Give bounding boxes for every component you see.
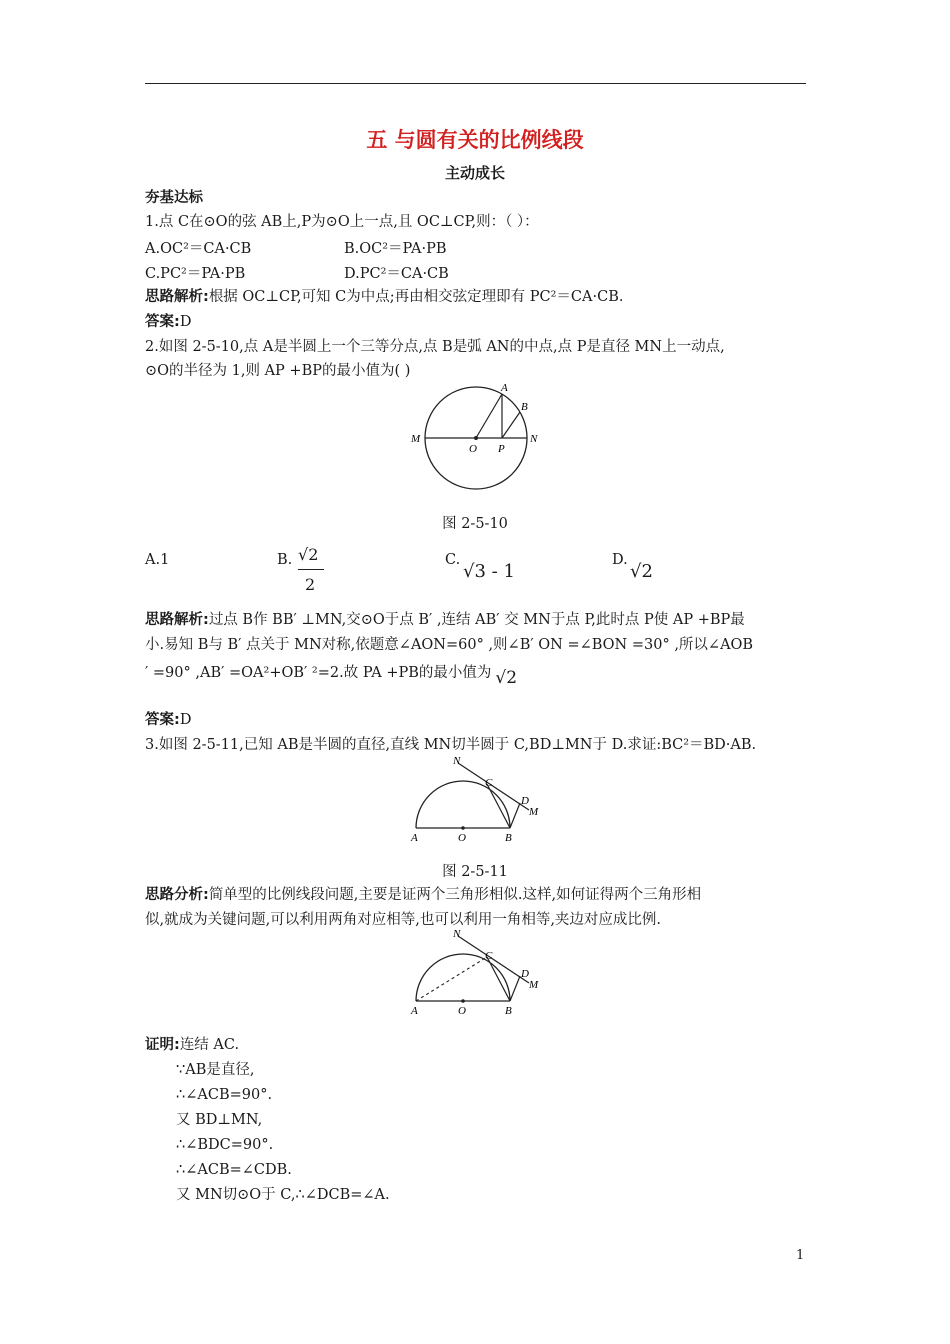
- q1-option-a: A.OC²＝CA·CB: [145, 241, 252, 257]
- q3-proof-line1: [145, 1035, 239, 1055]
- segment-bd: [510, 976, 520, 1001]
- q3-proof-step5: ∴∠BDC=90°.: [176, 1137, 274, 1153]
- label-n: N: [453, 755, 461, 767]
- q1-answer-label: 答案:: [145, 314, 180, 330]
- q1-analysis-label: 思路解析:: [145, 289, 209, 305]
- page-title: 五 与圆有关的比例线段: [366, 128, 584, 152]
- q2-option-c-expression: √3 - 1: [463, 561, 515, 582]
- label-n: N: [530, 433, 538, 445]
- q1-answer: [145, 312, 191, 332]
- q2-option-a: A.1: [145, 552, 170, 568]
- q1-option-d: D.PC²＝CA·CB: [344, 266, 449, 282]
- q3-analysis-label: 思路分析:: [145, 887, 209, 903]
- label-d: D: [521, 795, 529, 807]
- figure-2-5-11: [405, 755, 545, 847]
- label-a: A: [411, 832, 418, 844]
- q2-option-b-fraction-bar: [298, 569, 324, 570]
- label-m: M: [529, 979, 539, 991]
- q2-analysis-line2: 小.易知 B与 B′ 点关于 MN对称,依题意∠AON=60° ,则∠B′ ON =∠BON =30° ,所以∠AOB: [145, 637, 754, 653]
- label-c: C: [485, 777, 493, 789]
- q3-stem: 3.如图 2-5-11,已知 AB是半圆的直径,直线 MN切半圆于 C,BD⊥MN于 D.求证:BC²＝BD·AB.: [145, 737, 757, 753]
- q2-option-b-denominator: 2: [305, 575, 316, 594]
- q3-proof-step6: ∴∠ACB=∠CDB.: [176, 1162, 292, 1178]
- segment-bd: [510, 803, 520, 828]
- q2-stem-line1: 2.如图 2-5-10,点 A是半圆上一个三等分点,点 B是弧 AN的中点,点 P是直径 MN上一动点,: [145, 339, 725, 355]
- q2-option-d-prefix: D.: [612, 552, 628, 568]
- page-subtitle: 主动成长: [444, 164, 505, 182]
- q3-analysis-line2: 似,就成为关键问题,可以利用两角对应相等,也可以利用一角相等,夹边对应成比例.: [145, 912, 662, 928]
- q1-analysis: [145, 287, 623, 307]
- q3-proof-step3: ∴∠ACB=90°.: [176, 1087, 273, 1103]
- q2-analysis-sqrt2: √2: [495, 668, 518, 688]
- label-m: M: [411, 433, 421, 445]
- q3-proof-step4: 又 BD⊥MN,: [176, 1112, 263, 1128]
- label-d: D: [521, 968, 529, 980]
- q1-option-c: C.PC²＝PA·PB: [145, 266, 246, 282]
- q1-analysis-text: 根据 OC⊥CP,可知 C为中点;再由相交弦定理即有 PC²＝CA·CB.: [208, 289, 624, 305]
- label-o: O: [469, 443, 477, 455]
- label-p: P: [498, 443, 505, 455]
- q1-stem: 1.点 C在⊙O的弦 AB上,P为⊙O上一点,且 OC⊥CP,则：（ ）：: [145, 214, 539, 230]
- page-number: 1: [796, 1248, 805, 1263]
- label-a: A: [501, 382, 508, 394]
- tangent-mn: [458, 936, 529, 983]
- q2-analysis-label: 思路解析:: [145, 612, 209, 628]
- q3-analysis-text1: 简单型的比例线段问题,主要是证两个三角形相似.这样,如何证得两个三角形相: [208, 887, 702, 903]
- tangent-mn: [458, 763, 529, 810]
- q2-answer-label: 答案:: [145, 712, 180, 728]
- q3-analysis-line1: [145, 885, 701, 905]
- q2-answer-value: D: [179, 712, 192, 728]
- q3-proof-step7: 又 MN切⊙O于 C,∴∠DCB=∠A.: [176, 1187, 390, 1203]
- center-dot: [461, 999, 465, 1003]
- q2-option-b-numerator: √2: [298, 545, 319, 564]
- label-o: O: [458, 1005, 466, 1017]
- q2-option-b-prefix: B.: [277, 552, 293, 568]
- q2-analysis-text1: 过点 B作 BB′ ⊥MN,交⊙O于点 B′ ,连结 AB′ 交 MN于点 P,此时点 P使 AP +BP最: [208, 612, 745, 628]
- label-o: O: [458, 832, 466, 844]
- q2-option-c-prefix: C.: [445, 552, 461, 568]
- q1-option-b: B.OC²＝PA·PB: [344, 241, 447, 257]
- label-c: C: [485, 950, 493, 962]
- q2-stem-line2: ⊙O的半径为 1,则 AP +BP的最小值为( ): [145, 363, 411, 379]
- label-b: B: [505, 832, 512, 844]
- segment-oa: [476, 394, 502, 438]
- label-m: M: [529, 806, 539, 818]
- q2-analysis-line3: [145, 662, 518, 688]
- q2-option-d-expression: √2: [630, 561, 653, 582]
- q3-proof-label: 证明:: [145, 1037, 180, 1053]
- q3-proof-step1: 连结 AC.: [179, 1037, 240, 1053]
- segment-bc: [487, 957, 510, 1001]
- figure-2-5-10: [405, 380, 545, 498]
- q2-answer: [145, 710, 191, 730]
- figure-caption-2-5-11: 图 2-5-11: [442, 864, 508, 880]
- label-a: A: [411, 1005, 418, 1017]
- center-dot: [474, 436, 478, 440]
- label-n: N: [453, 928, 461, 940]
- segment-pb: [502, 412, 520, 438]
- figure-2-5-11-proof: [405, 928, 545, 1020]
- label-b: B: [521, 401, 528, 413]
- q2-analysis-text3: ′ =90° ,AB′ =OA²+OB′ ²=2.故 PA +PB的最小值为: [145, 665, 492, 681]
- segment-bc: [487, 784, 510, 828]
- figure-caption-2-5-10: 图 2-5-10: [442, 516, 508, 532]
- q3-proof-step2: ∵AB是直径,: [176, 1062, 255, 1078]
- label-b: B: [505, 1005, 512, 1017]
- center-dot: [461, 826, 465, 830]
- segment-ac-dashed: [416, 957, 487, 1001]
- q1-answer-value: D: [179, 314, 192, 330]
- q2-analysis-line1: [145, 610, 745, 630]
- section-heading: 夯基达标: [145, 190, 203, 206]
- header-rule: [145, 83, 806, 84]
